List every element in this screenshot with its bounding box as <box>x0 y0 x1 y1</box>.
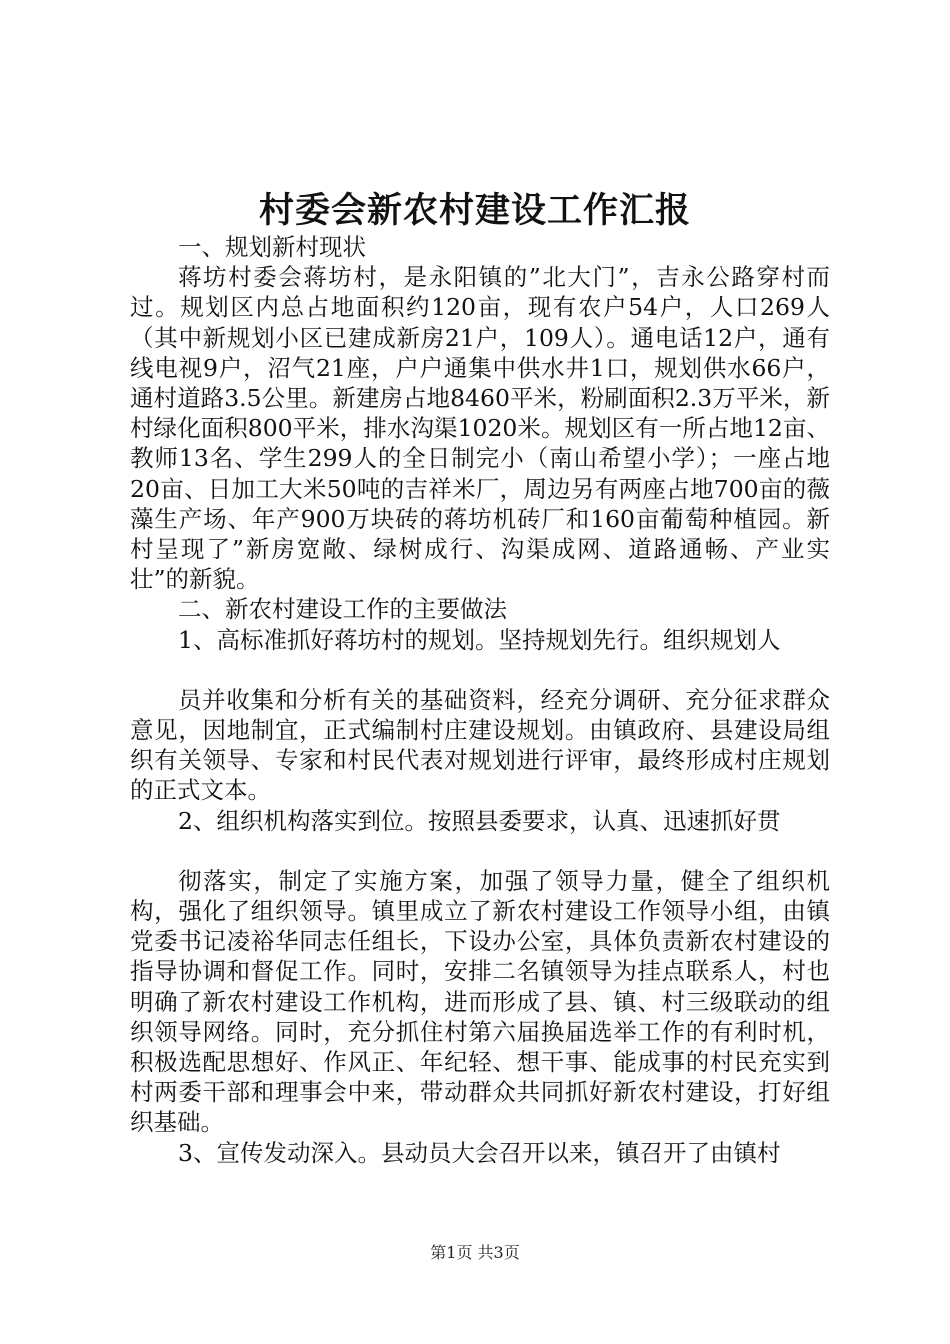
section-heading-1: 一、规划新村现状 <box>178 233 366 261</box>
line-gap <box>130 655 830 685</box>
paragraph-item-2-cont: 彻落实，制定了实施方案，加强了领导力量，健全了组织机构，强化了组织领导。镇里成立了新农村建设工作领导小组，由镇党委书记凌裕华同志任组长，下设办公室，具体负责新农村建设的指导协调和督促工作。同时，安排二名镇领导为挂点联系人，村也明确了新农村建设工作机构，进而形成了县、镇、村三级联动的组织领导网络。同时，充分抓住村第六届换届选举工作的有利时机，积极选配思想好、作风正、年纪轻、想干事、能成事的村民充实到村两委干部和理事会中来，带动群众共同抓好新农村建设，打好组织基础。 <box>130 866 830 1137</box>
page-footer: 第1页 共3页 <box>430 1243 520 1262</box>
paragraph-item-2-start: 2、组织机构落实到位。按照县委要求，认真、迅速抓好贯 <box>178 806 781 835</box>
paragraph-item-1-start: 1、高标准抓好蒋坊村的规划。坚持规划先行。组织规划人 <box>178 625 781 654</box>
paragraph-item-3-start: 3、宣传发动深入。县动员大会召开以来，镇召开了由镇村 <box>178 1138 781 1167</box>
paragraph-item-1-cont: 员并收集和分析有关的基础资料，经充分调研、充分征求群众意见，因地制宜，正式编制村庄建设规划。由镇政府、县建设局组织有关领导、专家和村民代表对规划进行评审，最终形成村庄规划的正式文本。 <box>130 685 830 805</box>
line-gap <box>130 836 830 866</box>
section-heading-2: 二、新农村建设工作的主要做法 <box>178 595 507 624</box>
paragraph-status: 蒋坊村委会蒋坊村，是永阳镇的”北大门”，吉永公路穿村而过。规划区内总占地面积约120亩，现有农户54户，人口269人（其中新规划小区已建成新房21户，109人）。通电话12户，通有线电视9户，沼气21座，户户通集中供水井1口，规划供水66户，通村道路3.5公里。新建房占地8460平米，粉刷面积2.3万平米，新村绿化面积800平米，排水沟渠1020米。规划区有一所占地12亩、教师13名、学生299人的全日制完小（南山希望小学）；一座占地20亩、日加工大米50吨的吉祥米厂，周边另有两座占地700亩的薇藻生产场、年产900万块砖的蒋坊机砖厂和160亩葡萄种植园。新村呈现了”新房宽敞、绿树成行、沟渠成网、道路通畅、产业实壮”的新貌。 <box>130 263 830 594</box>
document-body <box>130 232 830 1168</box>
document-title: 村委会新农村建设工作汇报 <box>258 190 691 231</box>
